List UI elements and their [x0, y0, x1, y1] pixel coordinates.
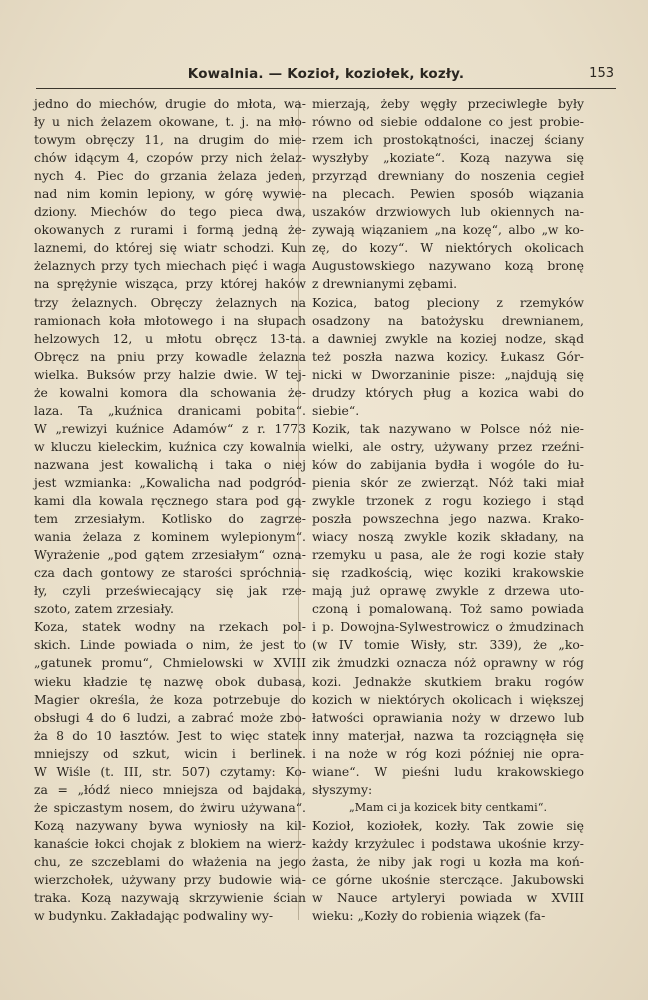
text-line: okowanych z rurami i formą jedną że-: [34, 222, 306, 238]
text-line: kami dla kowala ręcznego stara pod gą-: [34, 493, 306, 509]
text-line: tem zrzesiałym. Kotlisko do zagrze-: [34, 511, 306, 527]
text-line: wania żelaza z kominem wylepionym“.: [34, 529, 306, 545]
running-head: Kowalnia. — Kozioł, koziołek, kozły.: [187, 66, 465, 82]
text-line: helzowych 12, u młotu obręcz 13-ta.: [34, 330, 306, 346]
text-line: za = „łódź nieco mniejsza od bajdaka,: [34, 781, 306, 797]
text-line: ramionach koła młotowego i na słupach: [34, 312, 306, 328]
text-line: cza dach gontowy ze starości spróchnia-: [34, 565, 306, 581]
text-line: szoto, zatem zrzesiały.: [34, 601, 174, 617]
text-line: inny materjał, nazwa ta rozciągnęła się: [312, 727, 584, 743]
text-line: nazwana jest kowalichą i taka o niej: [34, 456, 306, 472]
text-line: Kozik, tak nazywano w Polsce nóż nie-: [312, 420, 584, 436]
text-line: wiacy noszą zwykle kozik składany, na: [312, 529, 584, 545]
text-line: dziony. Miechów do tego pieca dwa,: [34, 204, 306, 220]
text-line: zywają wiązaniem „na kozę“, albo „w ko-: [312, 222, 584, 238]
text-line: czoną i pomalowaną. Toż samo powiada: [312, 601, 584, 617]
text-line: żasta, że niby jak rogi u kozła ma koń-: [312, 853, 584, 869]
text-line: w Nauce artyleryi powiada w XVIII: [312, 890, 584, 906]
text-line: żelaznych przy tych miechach pięć i waga: [34, 258, 306, 274]
text-line: nych 4. Piec do grzania żelaza jeden,: [34, 168, 306, 184]
text-line: ce górne ukośnie sterczące. Jakubowski: [312, 872, 584, 888]
text-line: chu, ze szczeblami do włażenia na jego: [34, 853, 306, 869]
text-line: chów idącym 4, czopów przy nich żelaz-: [34, 150, 306, 166]
text-line: w budynku. Zakładając podwaliny wy-: [34, 908, 274, 924]
page-number: 153: [589, 66, 614, 81]
text-line: W Wiśle (t. III, str. 507) czytamy: Ko-: [34, 763, 306, 779]
text-line: wieku kładzie tę nazwę obok dubasa,: [34, 673, 306, 689]
text-line: przyrząd drewniany do noszenia cegieł: [312, 168, 584, 184]
text-line: łatwości oprawiania noży w drzewo lub: [312, 709, 584, 725]
text-line: na sprężynie wisząca, przy której haków: [34, 276, 306, 292]
text-line: traka. Kozą nazywają skrzywienie ścian: [34, 890, 306, 906]
text-line: mniejszy od szkut, wicin i berlinek.: [34, 745, 306, 761]
text-line: osadzony na batożysku drewnianem,: [312, 312, 584, 328]
text-line: się rzadkością, więc koziki krakowskie: [312, 565, 584, 581]
text-line: ków do zabijania bydła i wogóle do łu-: [312, 456, 584, 472]
text-line: zę, do kozy“. W niektórych okolicach: [312, 240, 584, 256]
text-line: jest wzmianka: „Kowalicha nad podgród-: [34, 474, 306, 490]
text-line: każdy krzyżulec i podstawa ukośnie krzy-: [312, 835, 584, 851]
text-line: siebie“.: [312, 402, 360, 418]
text-line: (w IV tomie Wisły, str. 339), że „ko-: [312, 637, 584, 653]
text-line: że kowalni komora dla schowania że-: [34, 384, 306, 400]
text-line: wielka. Buksów przy halzie dwie. W tej-: [34, 366, 306, 382]
text-line: Magier określa, że koza potrzebuje do: [34, 691, 306, 707]
left-text-column: [34, 95, 306, 925]
text-line: uszaków drzwiowych lub okiennych na-: [312, 204, 584, 220]
text-line: trzy żelaznych. Obręczy żelaznych na: [34, 294, 306, 310]
text-line: mierzają, żeby węgły przeciwległe były: [312, 96, 584, 111]
text-line: zwykle trzonek z rogu koziego i stąd: [312, 493, 584, 509]
text-line: drudzy których pług a kozica wabi do: [312, 384, 584, 400]
text-line: nad nim komin lepiony, w górę wywie-: [34, 186, 306, 202]
text-line: obsługi 4 do 6 ludzi, a zabrać może zbo-: [34, 709, 306, 725]
text-line: Obręcz na pniu przy kowadle żelazna: [34, 348, 306, 364]
text-line: nicki w Dworzaninie pisze: „najdują się: [312, 366, 584, 382]
text-line: wierzchołek, używany przy budowie wia-: [34, 872, 306, 888]
text-line: wyszłyby „koziate“. Kozą nazywa się: [312, 150, 584, 166]
text-line: skich. Linde powiada o nim, że jest to: [34, 637, 306, 653]
text-line: i na noże w róg kozi później nie opra-: [312, 745, 584, 761]
text-line: kozi. Jednakże skutkiem braku rogów: [312, 673, 584, 689]
text-line: wiane“. W pieśni ludu krakowskiego: [312, 763, 584, 779]
text-line: ły u nich żelazem okowane, t. j. na mło-: [34, 114, 306, 130]
text-line: równo od siebie oddalone co jest probie-: [312, 114, 584, 130]
text-line: z drewnianymi zębami.: [312, 276, 458, 292]
text-line: Wyrażenie „pod gątem zrzesiałym“ ozna-: [34, 547, 306, 563]
text-line: na plecach. Pewien sposób wiązania: [312, 186, 584, 202]
page-header: [36, 60, 616, 89]
text-line: kanaście łokci chojak z blokiem na wierz-: [34, 835, 306, 851]
text-line: Kozioł, koziołek, kozły. Tak zowie się: [312, 817, 584, 833]
text-line: rzemyku u pasa, ale że rogi kozie stały: [312, 547, 584, 563]
text-line: a dawniej zwykle na koziej nodze, skąd: [312, 330, 584, 346]
text-line: W „rewizyi kuźnice Adamów“ z r. 1773: [34, 420, 306, 436]
text-line: rzem ich prostokątności, inaczej ściany: [312, 132, 584, 148]
text-line: „gatunek promu“, Chmielowski w XVIII: [34, 655, 306, 671]
text-line: ża 8 do 10 łasztów. Jest to więc statek: [34, 727, 306, 743]
text-line: laznemi, do której się wiatr schodzi. Kun: [34, 240, 306, 256]
text-line: zik żmudzki oznacza nóż oprawny w róg: [312, 655, 584, 671]
text-line: wieku: „Kozły do robienia wiązek (fa-: [312, 908, 546, 924]
text-line: że spiczastym nosem, do żwiru używana“.: [34, 799, 306, 815]
text-line: pienia skór ze zwierząt. Nóż taki miał: [312, 474, 584, 490]
text-line: Kozą nazywany bywa wyniosły na kil-: [34, 817, 306, 833]
text-line: też poszła nazwa kozicy. Łukasz Gór-: [312, 348, 584, 364]
text-line: laza. Ta „kuźnica dranicami pobita“.: [34, 402, 306, 418]
text-line: ły, czyli przeświecający się jak rze-: [34, 583, 306, 599]
text-line: słyszymy:: [312, 781, 373, 797]
text-line: poszła powszechna jego nazwa. Krako-: [312, 511, 584, 527]
text-line: kozich w niektórych okolicach i większej: [312, 691, 584, 707]
text-line: w kluczu kieleckim, kuźnica czy kowalnia: [34, 438, 306, 454]
text-line: Kozica, batog pleciony z rzemyków: [312, 294, 584, 310]
text-line: mają już oprawę zwykle z drzewa uto-: [312, 583, 584, 599]
text-line: jedno do miechów, drugie do młota, wa-: [34, 96, 306, 111]
text-line: Koza, statek wodny na rzekach pol-: [34, 619, 306, 635]
text-line: i p. Dowojna-Sylwestrowicz o żmudzinach: [312, 619, 584, 635]
right-text-column: [312, 95, 584, 925]
text-line: „Mam ci ja kozicek bity centkami“.: [349, 800, 547, 814]
text-line: wielki, ale ostry, używany przez rzeźni-: [312, 438, 584, 454]
text-line: Augustowskiego nazywano kozą bronę: [312, 258, 584, 274]
text-line: towym obręczy 11, na drugim do mie-: [34, 132, 306, 148]
